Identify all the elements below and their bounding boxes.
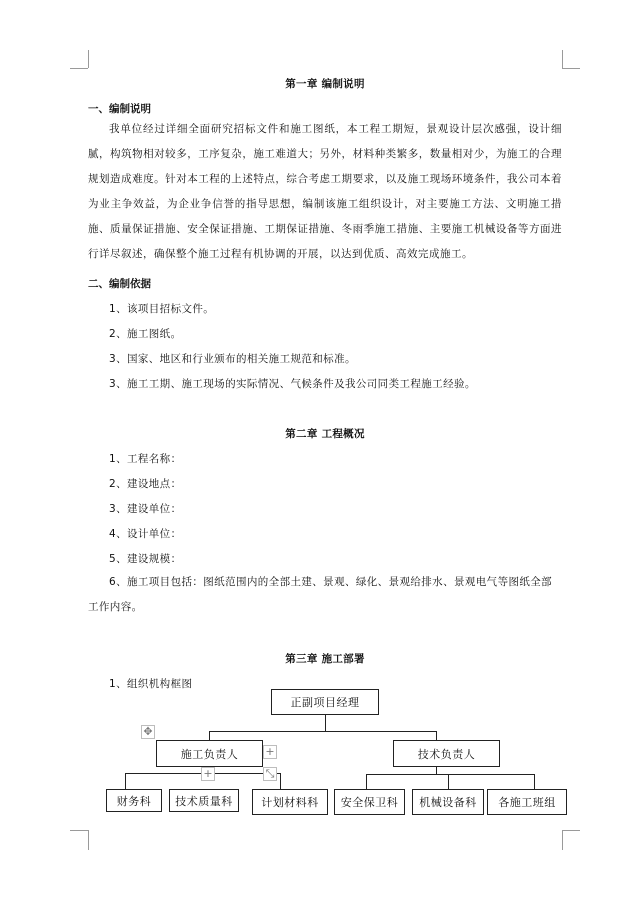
org-box-construction-teams[interactable]: 各施工班组 [487, 789, 567, 815]
overview-item: 1、工程名称： [109, 453, 182, 465]
chapter2-title: 第二章 工程概况 [285, 428, 365, 440]
org-box-construction-lead[interactable]: 施工负责人 [156, 740, 263, 767]
overview-item: 5、建设规模： [109, 553, 182, 565]
crop-mark-bottom-left [70, 830, 88, 831]
org-box-finance[interactable]: 财务科 [106, 789, 162, 812]
connector-line [125, 773, 126, 789]
connector-line [534, 774, 535, 789]
add-shape-right-icon[interactable]: + [263, 745, 277, 759]
resize-handle-icon[interactable]: ⤡ [263, 767, 277, 781]
connector-line [448, 774, 449, 789]
connector-line [280, 773, 281, 789]
crop-mark-bottom-left [88, 830, 89, 850]
org-box-planning-materials[interactable]: 计划材料科 [252, 789, 328, 815]
chapter1-title: 第一章 编制说明 [285, 78, 365, 90]
org-box-project-manager[interactable]: 正副项目经理 [271, 689, 379, 715]
basis-item: 2、施工图纸。 [109, 328, 182, 340]
overview-item: 3、建设单位： [109, 503, 182, 515]
crop-mark-top-left [70, 68, 88, 69]
overview-item: 2、建设地点： [109, 478, 182, 490]
crop-mark-top-right [562, 68, 580, 69]
org-box-technical-lead[interactable]: 技术负责人 [393, 740, 500, 767]
crop-mark-top-left [88, 50, 89, 68]
connector-line [325, 715, 326, 731]
connector-line [436, 731, 437, 740]
section2-heading: 二、编制依据 [88, 278, 151, 290]
overview-item: 6、施工项目包括：图纸范围内的全部土建、景观、绿化、景观给排水、景观电气等图纸全部工作内容。 [88, 576, 553, 613]
connector-line [209, 731, 210, 740]
crop-mark-top-right [562, 50, 563, 68]
connector-line [366, 774, 367, 789]
connector-line [436, 766, 437, 774]
connector-line [209, 731, 436, 732]
add-shape-below-icon[interactable]: + [201, 767, 215, 781]
org-box-safety[interactable]: 安全保卫科 [334, 789, 405, 815]
org-box-tech-quality[interactable]: 技术质量科 [169, 789, 239, 812]
basis-item: 1、该项目招标文件。 [109, 303, 215, 315]
crop-mark-bottom-right [562, 830, 563, 850]
chapter3-title: 第三章 施工部署 [285, 653, 365, 665]
basis-item: 3、施工工期、施工现场的实际情况、气候条件及我公司同类工程施工经验。 [109, 378, 476, 390]
basis-item: 3、国家、地区和行业颁布的相关施工规范和标准。 [109, 353, 356, 365]
connector-line [366, 774, 534, 775]
org-box-machinery[interactable]: 机械设备科 [412, 789, 484, 815]
crop-mark-bottom-right [562, 830, 580, 831]
org-chart-caption: 1、组织机构框图 [109, 678, 193, 690]
section1-heading: 一、编制说明 [88, 103, 151, 115]
move-handle-icon[interactable]: ✥ [141, 725, 155, 739]
section1-paragraph: 我单位经过详细全面研究招标文件和施工图纸，本工程工期短，景观设计层次感强，设计细腻，构筑物相对较多，工序复杂，施工难道大；另外，材料种类繁多，数量相对少，为施工的合理规划造成难度。针对本工程的上述特点，综合考虑工期要求，以及施工现场环境条件，我公司本着为业主争效益，为企业争信誉的指导思想，编制该施工组织设计，对主要施工方法、文明施工措施、质量保证措施、安全保证措施、工期保证措施、冬雨季施工措施、主要施工机械设备等方面进行详尽叙述，确保整个施工过程有机协调的开展，以达到优质、高效完成施工。 [88, 123, 562, 260]
overview-item: 4、设计单位： [109, 528, 182, 540]
